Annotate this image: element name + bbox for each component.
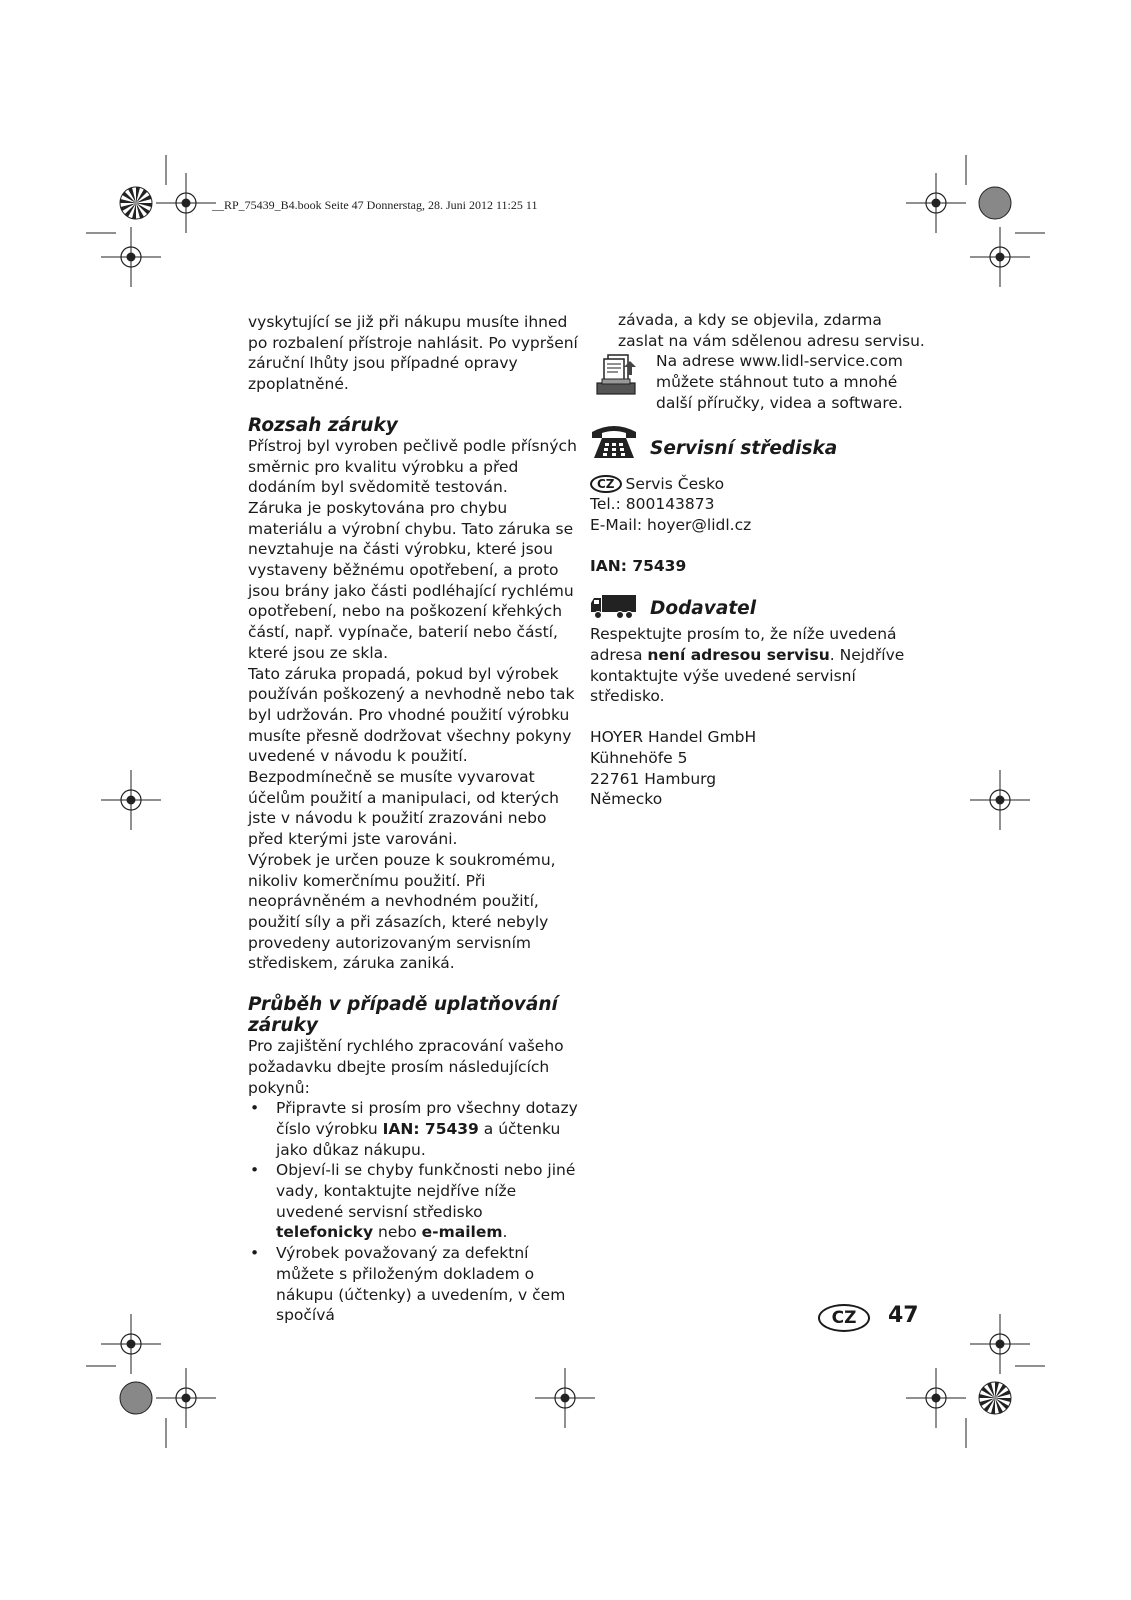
supplier-street: Kühnehöfe 5: [590, 748, 688, 767]
service-heading: Servisní střediska: [650, 437, 838, 459]
list-item: • Objeví-li se chyby funkčnosti nebo jiné vady, kontaktujte nejdříve níže uvedené servisní středisko telefonicky nebo e-mailem.: [250, 1161, 576, 1242]
download-text: Na adrese www.lidl-service.com můžete stáhnout tuto a mnohé další příručky, videa a software.: [656, 352, 903, 412]
delivery-truck-icon: [590, 594, 638, 620]
bullet-mark: •: [250, 1099, 260, 1118]
list-item: • Výrobek považovaný za defektní můžete s přiloženým dokladem o nákupu (účtenky) a uvedením, v čem spočívá: [250, 1244, 566, 1325]
print-file-header: __RP_75439_B4.book Seite 47 Donnerstag, 28. Juni 2012 11:25 11: [212, 198, 538, 212]
continuation-line-2: zaslat na vám sdělenou adresu servisu.: [618, 331, 925, 350]
scope-paragraph-2: Záruka je poskytována pro chybu materiálu a výrobní chybu. Tato záruka se nevztahuje na části výrobku, které jsou vystaveny běžnému opotřebení, a proto jsou brány jako části podléhající rychlému opotřebení, nebo na poškození křehkých částí, např. vypínače, baterií nebo částí, které jsou ze skla.: [248, 498, 574, 662]
supplier-section-header: [590, 596, 930, 624]
service-name: CZ Servis Česko: [590, 474, 930, 495]
scope-heading: Rozsah záruky: [248, 414, 398, 436]
right-column: [590, 310, 930, 810]
ian-inline: IAN: 75439: [382, 1119, 479, 1138]
scope-paragraph-1: Přístroj byl vyroben pečlivě podle přísných směrnic pro kvalitu výrobku a před dodáním byl svědomitě testován.: [248, 436, 577, 497]
page-number: 47: [888, 1303, 919, 1328]
country-badge: CZ: [818, 1304, 870, 1332]
ian-label: IAN: 75439: [590, 556, 687, 575]
scope-paragraph-4: Výrobek je určen pouze k soukromému, nikoliv komerčnímu použití. Při neoprávněném a nevhodném použití, použití síly a při zásazích, které nebyly provedeny autorizovaným servisním střediskem, záruka zaniká.: [248, 850, 556, 973]
scope-paragraph-3: Tato záruka propadá, pokud byl výrobek používán poškozený a nevhodně nebo tak byl udržován. Pro vhodné použití výrobku musíte přesně dodržovat všechny pokyny uvedené v návodu k použití. Bezpodmínečně se musíte vyvarovat účelům použití a manipulaci, od kterých jste v návodu k použití zrazováni nebo před kterými jste varováni.: [248, 664, 575, 849]
list-item: • Připravte si prosím pro všechny dotazy číslo výrobku IAN: 75439 a účtenku jako důkaz nákupu.: [250, 1099, 578, 1159]
procedure-heading: Průběh v případě uplatňování záruky: [248, 994, 558, 1037]
service-email: E-Mail: hoyer@lidl.cz: [590, 515, 752, 534]
supplier-note: Respektujte prosím to, že níže uvedená adresa není adresou servisu. Nejdříve kontaktujte výše uvedené servisní středisko.: [590, 625, 905, 706]
procedure-intro: Pro zajištění rychlého zpracování vašeho požadavku dbejte prosím následujících pokynů:: [248, 1037, 564, 1097]
bullet-mark: •: [250, 1244, 260, 1263]
telephone-icon: [590, 424, 638, 462]
left-column: [248, 312, 580, 1326]
supplier-city: 22761 Hamburg: [590, 769, 717, 788]
supplier-heading: Dodavatel: [650, 598, 757, 620]
procedure-list: [248, 1098, 580, 1326]
continuation-line-1: závada, a kdy se objevila, zdarma: [618, 311, 882, 329]
cz-badge: CZ: [590, 475, 622, 493]
bullet-mark: •: [250, 1161, 260, 1180]
supplier-company: HOYER Handel GmbH: [590, 728, 757, 747]
download-info: [590, 351, 930, 413]
supplier-country: Německo: [590, 790, 663, 809]
service-phone: Tel.: 800143873: [590, 495, 715, 514]
document-download-icon: [594, 353, 638, 397]
service-section-header: [590, 424, 930, 464]
intro-paragraph: vyskytující se již při nákupu musíte ihned po rozbalení přístroje nahlásit. Po vypršení záruční lhůty jsou případné opravy zpoplatněné.: [248, 313, 578, 394]
